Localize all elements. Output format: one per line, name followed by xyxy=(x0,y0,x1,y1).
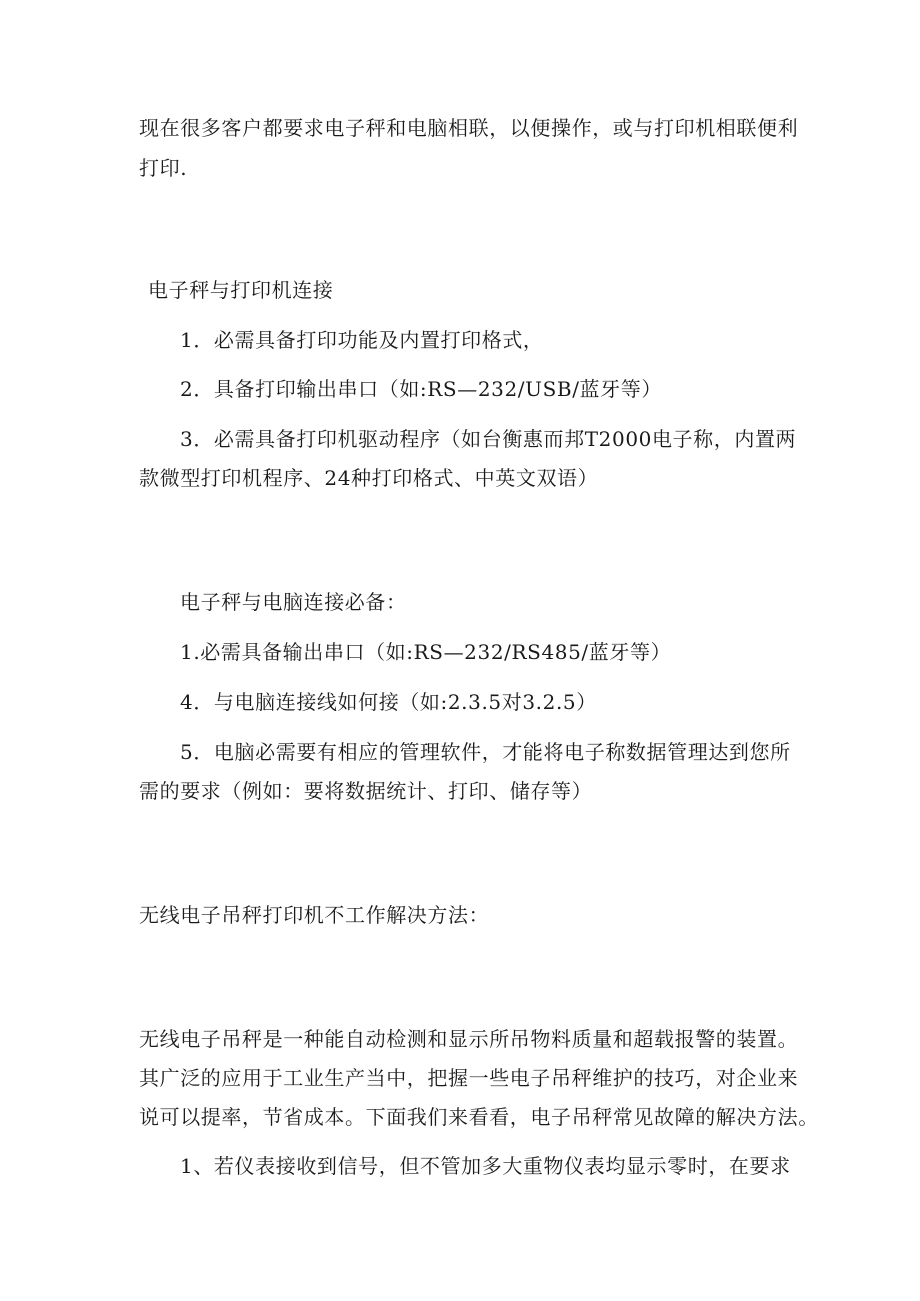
wireless-paragraph-line-1: 无线电子吊秤是一种能自动检测和显示所吊物料质量和超载报警的装置。 xyxy=(139,1027,799,1051)
printer-item-1: 1．必需具备打印功能及内置打印格式， xyxy=(180,328,544,352)
computer-section-heading: 电子秤与电脑连接必备： xyxy=(180,590,407,614)
wireless-item-1: 1、若仪表接收到信号，但不管加多大重物仪表均显示零时，在要求 xyxy=(180,1154,791,1178)
intro-line-2: 打印. xyxy=(139,156,188,180)
computer-item-4: 4．与电脑连接线如何接（如:2.3.5对3.2.5） xyxy=(180,690,597,714)
wireless-section-heading: 无线电子吊秤打印机不工作解决方法： xyxy=(139,903,490,927)
printer-item-2: 2．具备打印输出串口（如:RS—232/USB/蓝牙等） xyxy=(180,377,662,401)
wireless-paragraph-line-2: 其广泛的应用于工业生产当中，把握一些电子吊秤维护的技巧，对企业来 xyxy=(139,1066,799,1090)
computer-item-5-line-1: 5．电脑必需要有相应的管理软件，才能将电子称数据管理达到您所 xyxy=(180,740,791,764)
printer-item-3-line-2: 款微型打印机程序、24种打印格式、中英文双语） xyxy=(139,466,599,490)
printer-section-heading: 电子秤与打印机连接 xyxy=(148,278,334,302)
computer-item-5-line-2: 需的要求（例如：要将数据统计、打印、储存等） xyxy=(139,779,593,803)
computer-item-1: 1.必需具备输出串口（如:RS—232/RS485/蓝牙等） xyxy=(180,640,672,664)
intro-line-1: 现在很多客户都要求电子秤和电脑相联，以便操作，或与打印机相联便利 xyxy=(139,116,799,140)
wireless-paragraph-line-3: 说可以提率，节省成本。下面我们来看看，电子吊秤常见故障的解决方法。 xyxy=(139,1105,819,1129)
printer-item-3-line-1: 3．必需具备打印机驱动程序（如台衡惠而邦T2000电子称，内置两 xyxy=(180,427,797,451)
